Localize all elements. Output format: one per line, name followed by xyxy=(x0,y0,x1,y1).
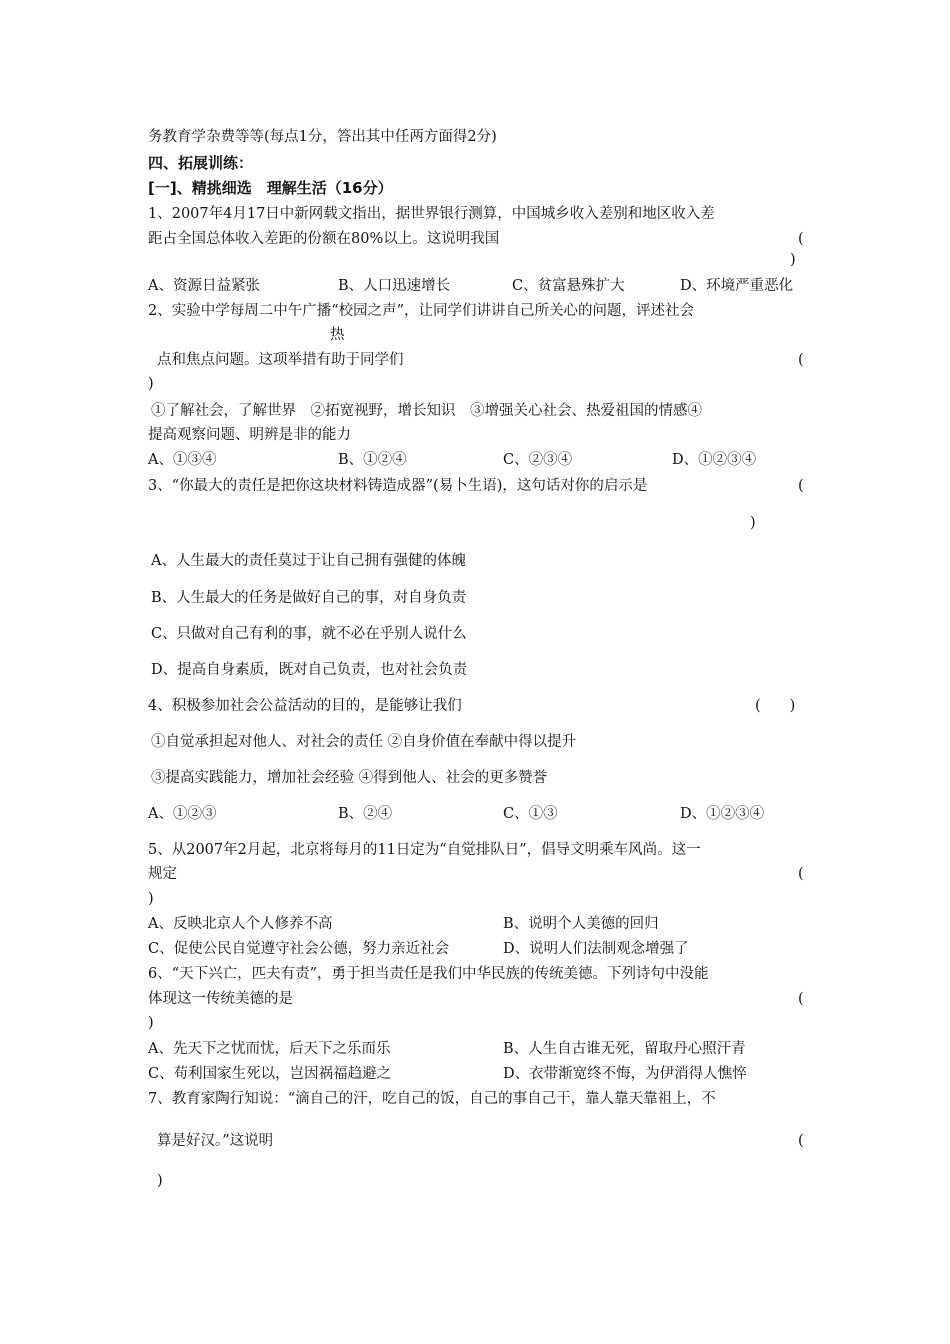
question-3-option-a: A、人生最大的责任莫过于让自己拥有强健的体魄 xyxy=(151,553,466,569)
question-7-line-2: 算是好汉。”这说明 xyxy=(157,1133,274,1149)
question-2-items-line-1: ①了解社会，了解世界 ②拓宽视野，增长知识 ③增强关心社会、热爱祖国的情感④ xyxy=(151,403,702,419)
question-5-paren-close: ) xyxy=(148,891,154,907)
question-6-line-2: 体现这一传统美德的是 xyxy=(148,991,293,1007)
question-7-paren-close: ) xyxy=(157,1173,163,1189)
question-5-line-2: 规定 xyxy=(148,866,177,882)
question-6-option-b: B、人生自古谁无死，留取丹心照汗青 xyxy=(503,1041,746,1057)
question-4-paren: ( ) xyxy=(755,698,796,714)
section-title: 四、拓展训练： xyxy=(148,154,254,172)
question-1-line-1: 1、2007年4月17日中新网载文指出，据世界银行测算，中国城乡收入差别和地区收入差 xyxy=(148,206,715,222)
question-3-option-d: D、提高自身素质，既对自己负责，也对社会负责 xyxy=(151,662,468,678)
question-3-paren-close: ) xyxy=(750,515,756,531)
question-5-paren-open: ( xyxy=(798,866,804,882)
question-1-option-c: C、贫富悬殊扩大 xyxy=(512,278,625,294)
question-5-option-d: D、说明人们法制观念增强了 xyxy=(503,941,689,957)
question-1-paren-open: ( xyxy=(798,231,804,247)
question-1-line-2: 距占全国总体收入差距的份额在80%以上。这说明我国 xyxy=(148,231,500,247)
question-1-option-b: B、人口迅速增长 xyxy=(338,278,451,294)
question-1-option-a: A、资源日益紧张 xyxy=(148,278,260,294)
question-5-option-a: A、反映北京人个人修养不高 xyxy=(148,916,333,932)
question-6-paren-close: ) xyxy=(148,1015,154,1031)
question-5-option-c: C、促使公民自觉遵守社会公德，努力亲近社会 xyxy=(148,941,450,957)
subsection-title: [一]、精挑细选 理解生活（16分） xyxy=(148,179,393,197)
question-6-option-a: A、先天下之忧而忧，后天下之乐而乐 xyxy=(148,1041,391,1057)
question-4-items-line-1: ①自觉承担起对他人、对社会的责任 ②自身价值在奉献中得以提升 xyxy=(151,734,577,750)
question-4-items-line-2: ③提高实践能力，增加社会经验 ④得到他人、社会的更多赞誉 xyxy=(151,770,548,786)
question-4-line-1: 4、积极参加社会公益活动的目的，是能够让我们 xyxy=(148,698,462,714)
question-6-option-d: D、衣带渐宽终不悔，为伊消得人憔悴 xyxy=(503,1066,747,1082)
question-2-paren-open: ( xyxy=(798,352,804,368)
question-3-option-c: C、只做对自己有利的事，就不必在乎别人说什么 xyxy=(151,626,467,642)
question-2-line-2: 点和焦点问题。这项举措有助于同学们 xyxy=(157,352,404,368)
question-2-paren-close: ) xyxy=(148,376,154,392)
question-3-line-1: 3、“你最大的责任是把你这块材料铸造成器”(易卜生语)，这句话对你的启示是 xyxy=(148,478,648,494)
question-3-paren-open: ( xyxy=(798,478,804,494)
question-5-line-1: 5、从2007年2月起，北京将每月的11日定为“自觉排队日”，倡导文明乘车风尚。这一 xyxy=(148,842,701,858)
question-2-items-line-2: 提高观察问题、明辨是非的能力 xyxy=(148,427,351,443)
question-3-option-b: B、人生最大的任务是做好自己的事，对自身负责 xyxy=(151,590,467,606)
question-4-option-d: D、①②③④ xyxy=(680,806,765,822)
question-5-option-b: B、说明个人美德的回归 xyxy=(503,916,659,932)
question-6-paren-open: ( xyxy=(798,991,804,1007)
question-4-option-c: C、①③ xyxy=(503,806,558,822)
question-4-option-b: B、②④ xyxy=(338,806,393,822)
intro-line: 务教育学杂费等等(每点1分，答出其中任两方面得2分) xyxy=(148,129,497,145)
question-2-line-1b: 热 xyxy=(330,327,345,343)
question-1-paren-close: ) xyxy=(790,252,796,268)
question-2-option-b: B、①②④ xyxy=(338,452,407,468)
question-6-option-c: C、苟利国家生死以，岂因祸福趋避之 xyxy=(148,1066,392,1082)
question-1-option-d: D、环境严重恶化 xyxy=(680,278,794,294)
question-7-line-1: 7、教育家陶行知说：“滴自己的汗，吃自己的饭，自己的事自己干，靠人靠天靠祖上，不 xyxy=(148,1091,716,1107)
question-2-option-d: D、①②③④ xyxy=(672,452,757,468)
question-4-option-a: A、①②③ xyxy=(148,806,217,822)
question-2-option-c: C、②③④ xyxy=(503,452,573,468)
question-6-line-1: 6、“天下兴亡，匹夫有责”，勇于担当责任是我们中华民族的传统美德。下列诗句中没能 xyxy=(148,966,709,982)
question-2-line-1: 2、实验中学每周二中午广播“校园之声”，让同学们讲讲自己所关心的问题，评述社会 xyxy=(148,303,695,319)
question-7-paren-open: ( xyxy=(798,1133,804,1149)
question-2-option-a: A、①③④ xyxy=(148,452,217,468)
